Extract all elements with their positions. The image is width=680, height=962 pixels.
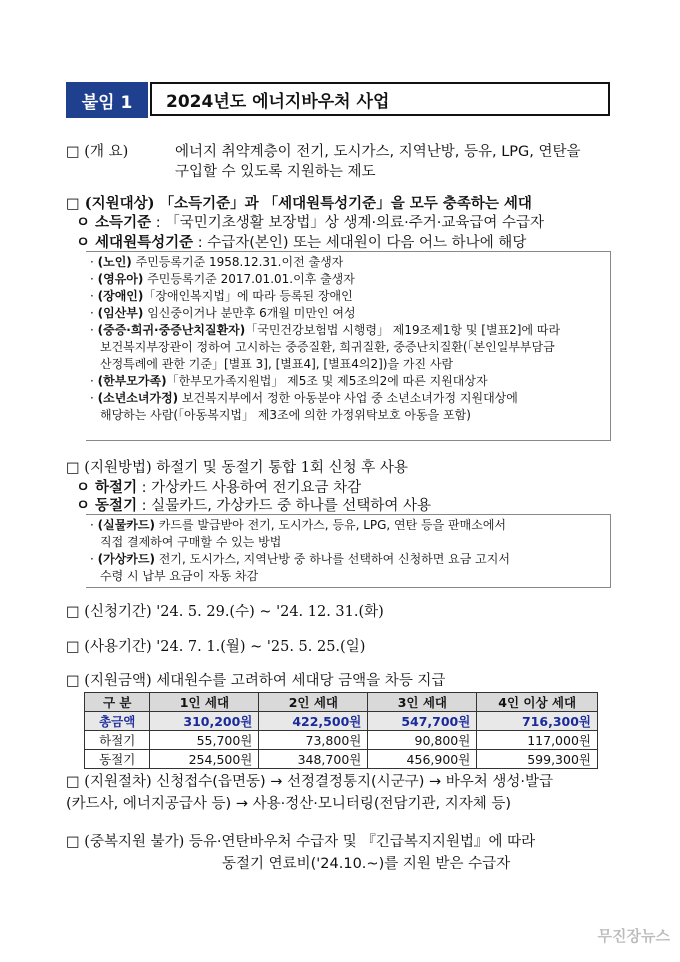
method-note-text: 직접 결제하여 구매할 수 있는 방법 bbox=[100, 535, 282, 549]
duplicate-line1: 등유·연탄바우처 수급자 및 『긴급복지지원법』에 따라 bbox=[188, 834, 536, 850]
target-note-line: · (영유아) 주민등록기준 2017.01.01.이후 출생자 bbox=[90, 272, 355, 286]
amount-text: 세대원수를 고려하여 세대당 금액을 차등 지급 bbox=[156, 673, 446, 689]
duplicate-line2: 동절기 연료비('24.10.~)를 지원 받은 수급자 bbox=[222, 856, 511, 872]
amount-table-header bbox=[85, 693, 598, 712]
target-note-label: (임산부) bbox=[97, 306, 144, 320]
method-note-line: · (실물카드) 카드를 발급받아 전기, 도시가스, 등유, LPG, 연탄 등을 판매소에서 bbox=[90, 518, 507, 532]
amount-column-header: 4인 이상 세대 bbox=[477, 693, 598, 712]
amount-column-header: 구 분 bbox=[85, 693, 150, 712]
target-note-label: (소년소녀가정) bbox=[97, 391, 179, 405]
target-note-line: · (한부모가족)「한부모가족지원법」 제5조 및 제5조의2에 따른 지원대상자 bbox=[90, 374, 488, 388]
method-heading: □ (지원방법) bbox=[66, 460, 152, 476]
amount-cell: 310,200원 bbox=[150, 712, 259, 731]
target-note-label: (한부모가족) bbox=[97, 374, 167, 388]
target-note-line bbox=[90, 339, 610, 356]
apply-heading: □ (신청기간) bbox=[66, 604, 152, 620]
method-note-text: 전기, 도시가스, 지역난방 중 하나를 선택하여 신청하면 요금 고지서 bbox=[154, 552, 510, 566]
row-label: 동절기 bbox=[85, 750, 150, 769]
method-notes bbox=[86, 515, 610, 585]
table-row bbox=[85, 750, 598, 769]
target-note-text: 해당하는 사람(「아동복지법」 제3조에 의한 가정위탁보호 아동을 포함) bbox=[100, 408, 471, 422]
apply-period: '24. 5. 29.(수) ~ '24. 12. 31.(화) bbox=[156, 604, 384, 620]
amount-section bbox=[66, 671, 445, 692]
target-note-label: (노인) bbox=[97, 255, 132, 269]
duplicate-section bbox=[66, 832, 535, 853]
target-note-line: · (노인) 주민등록기준 1958.12.31.이전 출생자 bbox=[90, 255, 344, 269]
overview-line2: 구입할 수 있도록 지원하는 제도 bbox=[175, 164, 376, 180]
amount-cell: 73,800원 bbox=[259, 731, 368, 750]
member-criteria bbox=[76, 233, 526, 253]
amount-cell: 547,700원 bbox=[368, 712, 477, 731]
watermark-logo: 무진장뉴스 bbox=[597, 927, 670, 945]
amount-column-header: 3인 세대 bbox=[368, 693, 477, 712]
row-label: 총금액 bbox=[85, 712, 150, 731]
target-heading: □ (지원대상) bbox=[66, 195, 155, 212]
amount-column-header: 2인 세대 bbox=[259, 693, 368, 712]
method-note-text: 카드를 발급받아 전기, 도시가스, 등유, LPG, 연탄 등을 판매소에서 bbox=[154, 518, 507, 532]
target-note-text: 주민등록기준 2017.01.01.이후 출생자 bbox=[143, 272, 355, 286]
target-note-text: 「국민건강보험법 시행령」 제19조제1항 및 [별표2]에 따라 bbox=[245, 323, 561, 337]
target-note-line: · (소년소녀가정) 보건복지부에서 정한 아동분야 사업 중 소년소녀가정 지원대상에 bbox=[90, 391, 518, 405]
duplicate-heading: □ (중복지원 불가) bbox=[66, 834, 185, 850]
target-note-box bbox=[86, 251, 611, 441]
target-note-line bbox=[90, 407, 610, 424]
target-note-text: 임신중이거나 분만후 6개월 미만인 여성 bbox=[143, 306, 356, 320]
target-note-text: 「한부모가족지원법」 제5조 및 제5조의2에 따른 지원대상자 bbox=[166, 374, 488, 388]
target-note-line: · (중증·희귀·중증난치질환자)「국민건강보험법 시행령」 제19조제1항 및 [별표2]에 따라 bbox=[90, 323, 561, 337]
target-note-text: 「장애인복지법」에 따라 등록된 장애인 bbox=[143, 289, 353, 303]
apply-section bbox=[66, 602, 384, 623]
method-note-line bbox=[90, 534, 610, 551]
income-label: ㅇ 소득기준 bbox=[76, 215, 152, 231]
use-period: '24. 7. 1.(월) ~ '25. 5. 25.(일) bbox=[156, 639, 366, 655]
amount-heading: □ (지원금액) bbox=[66, 673, 152, 689]
income-text: : 「국민기초생활 보장법」상 생계·의료·주거·교육급여 수급자 bbox=[151, 215, 545, 231]
target-section bbox=[66, 193, 532, 215]
summer-label: ㅇ 하절기 bbox=[76, 480, 138, 496]
procedure-section bbox=[66, 772, 553, 793]
overview-line1: 에너지 취약계층이 전기, 도시가스, 지역난방, 등유, LPG, 연탄을 bbox=[175, 144, 581, 160]
amount-table-body bbox=[85, 712, 598, 769]
income-criteria bbox=[76, 213, 544, 233]
amount-table bbox=[84, 692, 598, 769]
target-note-line: · (장애인)「장애인복지법」에 따라 등록된 장애인 bbox=[90, 289, 353, 303]
winter-label: ㅇ 동절기 bbox=[76, 498, 138, 514]
amount-cell: 55,700원 bbox=[150, 731, 259, 750]
member-label: ㅇ 세대원특성기준 bbox=[76, 235, 194, 251]
winter-method bbox=[76, 496, 431, 516]
method-note-text: 수령 시 납부 요금이 자동 차감 bbox=[100, 569, 259, 583]
target-note-text: 보건복지부에서 정한 아동분야 사업 중 소년소녀가정 지원대상에 bbox=[178, 391, 518, 405]
method-note-line: · (가상카드) 전기, 도시가스, 지역난방 중 하나를 선택하여 신청하면 요금 고지서 bbox=[90, 552, 510, 566]
method-note-label: (실물카드) bbox=[97, 518, 155, 532]
amount-cell: 117,000원 bbox=[477, 731, 598, 750]
table-row bbox=[85, 731, 598, 750]
amount-cell: 348,700원 bbox=[259, 750, 368, 769]
use-section bbox=[66, 637, 365, 658]
procedure-line2: (카드사, 에너지공급사 등) → 사용·정산·모니터링(전담기관, 지자체 등) bbox=[66, 796, 512, 812]
amount-column-header: 1인 세대 bbox=[150, 693, 259, 712]
title-bar bbox=[66, 82, 614, 118]
target-note-label: (중증·희귀·중증난치질환자) bbox=[97, 323, 246, 337]
winter-text: : 실물카드, 가상카드 중 하나를 선택하여 사용 bbox=[137, 498, 431, 514]
table-row bbox=[85, 712, 598, 731]
page-title: 2024년도 에너지바우처 사업 bbox=[150, 82, 610, 116]
target-note-text: 보건복지부장관이 정하여 고시하는 중증질환, 희귀질환, 중증난치질환(「본인일부부담금 bbox=[100, 340, 555, 354]
overview-heading: □ (개 요) bbox=[66, 144, 129, 160]
member-text: : 수급자(본인) 또는 세대원이 다음 어느 하나에 해당 bbox=[193, 235, 527, 251]
target-note-label: (장애인) bbox=[97, 289, 144, 303]
row-label: 하절기 bbox=[85, 731, 150, 750]
procedure-heading: □ (지원절차) bbox=[66, 774, 152, 790]
summer-method bbox=[76, 478, 361, 498]
use-heading: □ (사용기간) bbox=[66, 639, 152, 655]
amount-cell: 90,800원 bbox=[368, 731, 477, 750]
target-note-text: 주민등록기준 1958.12.31.이전 출생자 bbox=[131, 255, 344, 269]
method-text: 하절기 및 동절기 통합 1회 신청 후 사용 bbox=[156, 460, 408, 476]
method-section bbox=[66, 458, 408, 479]
method-note-label: (가상카드) bbox=[97, 552, 155, 566]
target-note-label: (영유아) bbox=[97, 272, 144, 286]
amount-cell: 456,900원 bbox=[368, 750, 477, 769]
target-note-line: · (임산부) 임신중이거나 분만후 6개월 미만인 여성 bbox=[90, 306, 356, 320]
attachment-badge: 붙임 1 bbox=[66, 82, 148, 118]
amount-cell: 599,300원 bbox=[477, 750, 598, 769]
procedure-line1: 신청접수(읍면동) → 선정결정통지(시군구) → 바우처 생성·발급 bbox=[156, 774, 554, 790]
amount-cell: 422,500원 bbox=[259, 712, 368, 731]
amount-cell: 716,300원 bbox=[477, 712, 598, 731]
target-notes bbox=[86, 252, 610, 424]
method-note-box bbox=[86, 514, 611, 588]
target-text: 「소득기준」과 「세대원특성기준」을 모두 충족하는 세대 bbox=[159, 196, 532, 212]
amount-cell: 254,500원 bbox=[150, 750, 259, 769]
target-note-text: 산정특례에 관한 기준」[별표 3], [별표4], [별표4의2])을 가진 사람 bbox=[100, 357, 454, 371]
method-note-line bbox=[90, 568, 610, 585]
target-note-line bbox=[90, 356, 610, 373]
overview-section bbox=[66, 142, 128, 163]
summer-text: : 가상카드 사용하여 전기요금 차감 bbox=[137, 480, 362, 496]
